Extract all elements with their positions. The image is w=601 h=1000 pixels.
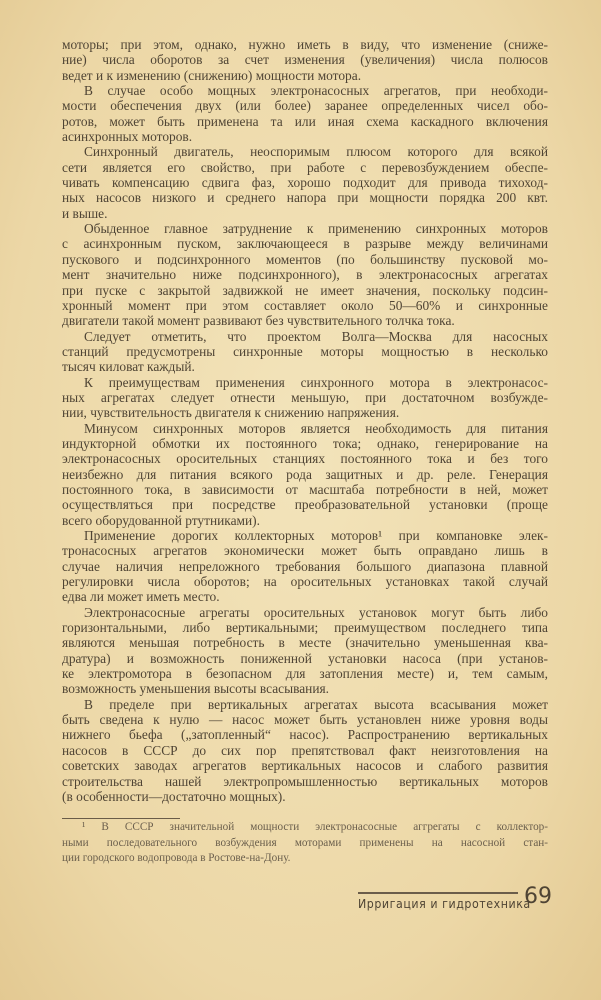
text-line: индукторной обмотки их постоянного тока; однако, генерирование на bbox=[62, 435, 548, 451]
text-line: случае наличия непреложного требования большого диапазона плавной bbox=[62, 558, 548, 574]
text-line: мент значительно ниже подсинхронного), в электронасосных агрегатах bbox=[62, 267, 548, 283]
footer-divider bbox=[358, 892, 518, 894]
paragraph bbox=[62, 528, 548, 605]
text-line: строительства нашей электропромышленностью вертикальных моторов bbox=[62, 773, 548, 789]
text-line: (в особенности—достаточно мощных). bbox=[62, 788, 286, 804]
text-line: хронный момент при этом составляет около 50—60% и синхронные bbox=[62, 297, 548, 313]
text-line: Электронасосные агрегаты оросительных установок могут быть либо bbox=[84, 604, 548, 620]
text-line: асинхронных моторов. bbox=[62, 129, 193, 145]
text-line: горизонтальными, либо вертикальными; преимуществом последнего типа bbox=[62, 620, 548, 636]
text-line: с асинхронным пуском, заключающееся в разрыве между величинами bbox=[62, 236, 548, 252]
text-line: постоянного тока, в зависимости от масштаба потребности в ней, может bbox=[62, 481, 548, 497]
text-line: Следует отметить, что проектом Волга—Москва для насосных bbox=[84, 328, 548, 344]
text-line: Обыденное главное затруднение к применению синхронных моторов bbox=[84, 221, 548, 237]
text-line: ротов, может быть применена та или иная схема каскадного включения bbox=[62, 113, 548, 129]
text-line: нии, чувствительность двигателя к снижению напряжения. bbox=[62, 405, 400, 421]
text-line: едва ли может иметь место. bbox=[62, 589, 220, 605]
paragraph bbox=[62, 375, 548, 421]
text-line: моторы; при этом, однако, нужно иметь в виду, что изменение (сниже- bbox=[62, 37, 548, 52]
text-line: ными последовательного возбуждения моторами применены на насосной стан- bbox=[62, 836, 548, 849]
footnote bbox=[62, 820, 548, 867]
text-line: пускового и подсинхронного моментов (по большинству пусковой мо- bbox=[62, 251, 548, 267]
text-line: двигатели такой момент развивают без чувствительного толчка тока. bbox=[62, 313, 455, 329]
text-line: тронасосных агрегатов экономически может быть оправдано лишь в bbox=[62, 543, 548, 559]
text-line: ¹ В СССР значительной мощности электронасосные аггрегаты с коллектор- bbox=[82, 821, 548, 833]
paragraph bbox=[62, 83, 548, 144]
text-line: В пределе при вертикальных агрегатах высота всасывания может bbox=[84, 696, 548, 712]
footnotes bbox=[62, 820, 548, 867]
text-line: тысяч киловат каждый. bbox=[62, 359, 195, 375]
text-line: ции городского водопровода в Ростове-на-Дону. bbox=[62, 852, 291, 864]
text-line: ние) числа оборотов за счет изменения (увеличения) числа полюсов bbox=[62, 52, 548, 68]
text-line: К преимуществам применения синхронного мотора в электронасос- bbox=[84, 374, 548, 390]
paragraph bbox=[62, 329, 548, 375]
paragraph bbox=[62, 697, 548, 804]
text-line: В случае особо мощных электронасосных агрегатов, при необходи- bbox=[84, 83, 548, 99]
text-line: Минусом синхронных моторов является необходимость для питания bbox=[84, 420, 548, 436]
text-line: и выше. bbox=[62, 205, 108, 221]
text-line: чивать компенсацию сдвига фаз, хорошо подходит для привода тихоход- bbox=[62, 175, 548, 191]
text-line: мости обеспечения двух (или более) заранее определенных чисел обо- bbox=[62, 98, 548, 114]
text-line: всего оборудованной ртутниками). bbox=[62, 512, 260, 528]
text-line: осуществляться при посредстве преобразовательной установки (проще bbox=[62, 497, 548, 513]
text-line: неизбежно для питания всякого рода защитных и др. реле. Генерация bbox=[62, 466, 548, 482]
text-line: ных насосов низкого и среднего напора при мощности порядка 200 квт. bbox=[62, 190, 548, 206]
footnote-divider bbox=[62, 818, 180, 819]
text-line: насосов в СССР до сих пор препятствовал факт неизготовления на bbox=[62, 742, 548, 758]
text-line: являются меньшая потребность в месте (значительно уменьшенная ква- bbox=[62, 635, 548, 651]
text-line: дратура) и возможность пониженной установки насоса (при установ- bbox=[62, 650, 548, 666]
text-line: Применение дорогих коллекторных моторов¹ при компановке элек- bbox=[84, 528, 548, 543]
text-line: нижнего бьефа („затопленный“ насос). Распространению вертикальных bbox=[62, 727, 548, 743]
text-line: регулировки числа оборотов; на оросительных установках такой случай bbox=[62, 574, 548, 590]
page-number: 69 bbox=[524, 884, 552, 909]
paragraph bbox=[62, 605, 548, 697]
text-line: станций предусмотрены синхронные моторы мощностью в несколько bbox=[62, 343, 548, 359]
text-line: сети является его свойство, при работе с перевозбуждением обеспе- bbox=[62, 159, 548, 175]
paragraph bbox=[62, 37, 548, 83]
text-line: Синхронный двигатель, неоспоримым плюсом которого для всякой bbox=[84, 144, 548, 160]
paragraph bbox=[62, 221, 548, 328]
text-line: ведет и к изменению (снижению) мощности мотора. bbox=[62, 67, 362, 83]
text-line: возможность уменьшения высоты всасывания. bbox=[62, 681, 330, 697]
running-footer-title: Ирригация и гидротехника bbox=[358, 897, 531, 911]
text-line: электронасосных оросительных станциях постоянного тока и без того bbox=[62, 451, 548, 467]
text-line: ке электромотора в безопасном для затопления месте) и, тем самым, bbox=[62, 666, 548, 682]
text-line: быть сведена к нулю — насос может быть установлен ниже уровня воды bbox=[62, 712, 548, 728]
paragraph bbox=[62, 421, 548, 528]
text-line: ных агрегатах следует отнести меньшую, при достаточном возбужде- bbox=[62, 389, 548, 405]
text-line: советских заводах агрегатов вертикальных насосов и слабого развития bbox=[62, 758, 548, 774]
body-text bbox=[62, 37, 548, 804]
paragraph bbox=[62, 144, 548, 221]
text-line: при пуске с закрытой задвижкой не имеет значения, поскольку подсин- bbox=[62, 282, 548, 298]
